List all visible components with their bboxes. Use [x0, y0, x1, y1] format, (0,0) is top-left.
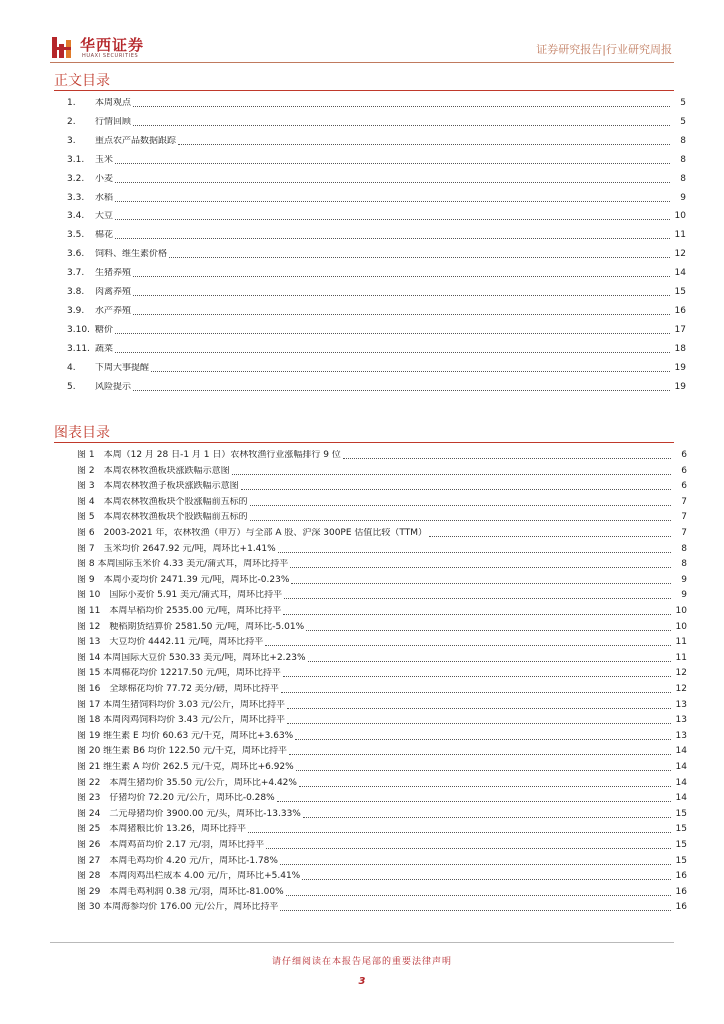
- toc-entry-page: 10: [674, 211, 686, 222]
- toc-entry[interactable]: [67, 304, 686, 317]
- toc-entry[interactable]: [67, 285, 686, 298]
- figure-entry[interactable]: [77, 510, 687, 523]
- toc-entry-number: 2.: [67, 116, 76, 127]
- figure-dot-leader: [280, 863, 671, 865]
- toc-dot-leader: [133, 105, 670, 107]
- figure-entry-label: 图 25 本周猪粮比价 13.26，周环比持平: [77, 824, 246, 835]
- figure-dot-leader: [303, 816, 671, 818]
- toc-entry-number: 3.4.: [67, 211, 85, 222]
- figure-entry-label: 图 21 维生素 A 均价 262.5 元/千克，周环比+6.92%: [77, 762, 294, 772]
- figure-entry-page: 10: [675, 621, 687, 632]
- toc-entry-label: 风险提示: [95, 381, 132, 392]
- toc-entry-label: 棉花: [95, 230, 114, 241]
- figure-dot-leader: [241, 488, 671, 490]
- figure-dot-leader: [265, 644, 671, 646]
- figure-entry[interactable]: [77, 822, 687, 835]
- page-number: 3: [358, 976, 366, 987]
- figure-entry-label: 图 26 本周鸡苗均价 2.17 元/羽，周环比持平: [77, 840, 265, 850]
- figure-dot-leader: [287, 722, 671, 724]
- figure-dot-leader: [283, 675, 671, 677]
- figure-entry-page: 12: [675, 668, 687, 679]
- figure-entry-page: 14: [675, 777, 687, 788]
- toc-entry-page: 9: [680, 192, 686, 203]
- figure-entry-label: 图 28 本周肉鸡出栏成本 4.00 元/斤，周环比+5.41%: [77, 871, 301, 882]
- figure-entry-page: 6: [681, 450, 687, 460]
- figure-entry-page: 16: [675, 902, 687, 913]
- figure-entry[interactable]: [77, 776, 687, 789]
- figure-entry[interactable]: [77, 869, 687, 882]
- toc-entry[interactable]: [67, 172, 686, 185]
- toc-entry-label: 肉禽养殖: [95, 287, 132, 297]
- toc-entry-number: 3.9.: [67, 305, 85, 316]
- figure-entry-page: 15: [675, 808, 687, 819]
- toc-entry-number: 1.: [67, 98, 76, 108]
- toc-dot-leader: [133, 124, 670, 126]
- toc-entry-label: 水产养殖: [95, 305, 132, 316]
- toc-entry[interactable]: [67, 361, 686, 374]
- figure-dot-leader: [277, 800, 671, 802]
- figure-entry-page: 7: [681, 496, 687, 507]
- figure-entry[interactable]: [77, 900, 687, 913]
- toc-entry-page: 17: [674, 324, 686, 335]
- figure-dot-leader: [287, 707, 671, 709]
- figure-entry[interactable]: [77, 604, 687, 617]
- toc-entry-number: 3.1.: [67, 154, 85, 165]
- toc-entry-label: 玉米: [95, 154, 114, 165]
- figure-entry-label: 图 8 本周国际玉米价 4.33 美元/蒲式耳，周环比持平: [77, 559, 289, 570]
- figure-entry-label: 图 20 维生素 B6 均价 122.50 元/千克，周环比持平: [77, 746, 288, 757]
- figure-entry[interactable]: [77, 838, 687, 851]
- toc-entry-number: 3.7.: [67, 268, 85, 279]
- figure-dot-leader: [289, 753, 671, 755]
- figure-entry-label: 图 27 本周毛鸡均价 4.20 元/斤，周环比-1.78%: [77, 855, 278, 866]
- figure-entry[interactable]: [77, 464, 687, 477]
- toc-entry-page: 8: [680, 135, 686, 146]
- toc-entry[interactable]: [67, 96, 686, 109]
- toc-entry-label: 重点农产品数据跟踪: [95, 135, 177, 146]
- figure-entry-label: 图 5 本周农林牧渔板块个股跌幅前五标的: [77, 512, 248, 523]
- figure-entry-page: 11: [675, 652, 687, 663]
- figure-entry[interactable]: [77, 448, 687, 461]
- toc-entry-label: 生猪养殖: [95, 268, 132, 279]
- figure-entry-label: 图 6 2003-2021 年，农林牧渔（申万）与全部 A 股、沪深 300PE 估值比较（TTM）: [77, 528, 427, 538]
- figure-entry-label: 图 19 维生素 E 均价 60.63 元/千克，周环比+3.63%: [77, 730, 294, 741]
- toc-entry-number: 3.6.: [67, 249, 85, 260]
- header-divider: [50, 62, 674, 63]
- figure-entry[interactable]: [77, 854, 687, 867]
- toc-dot-leader: [169, 256, 670, 258]
- figure-entry[interactable]: [77, 666, 687, 679]
- toc-dot-leader: [115, 218, 670, 220]
- figure-entry-label: 图 17 本周生猪饲料均价 3.03 元/公斤，周环比持平: [77, 699, 285, 710]
- figure-dot-leader: [250, 504, 671, 506]
- figure-entry-page: 14: [675, 793, 687, 804]
- toc-entry-number: 3.2.: [67, 173, 85, 184]
- figure-dot-leader: [278, 551, 671, 553]
- toc-entry[interactable]: [67, 153, 686, 166]
- toc-entry-label: 本周观点: [95, 98, 132, 108]
- figure-dot-leader: [299, 785, 671, 787]
- figure-entry-page: 15: [675, 824, 687, 835]
- figure-entry-label: 图 11 本周早稻均价 2535.00 元/吨，周环比持平: [77, 606, 282, 616]
- toc-dot-leader: [133, 313, 670, 315]
- toc-entry-page: 19: [674, 381, 686, 392]
- figure-entry[interactable]: [77, 588, 687, 601]
- toc-entry-page: 12: [674, 249, 686, 260]
- toc-entry-label: 下周大事提醒: [95, 362, 150, 373]
- figure-entry-label: 图 22 本周生猪均价 35.50 元/公斤，周环比+4.42%: [77, 777, 297, 788]
- figure-entry-label: 图 2 本周农林牧渔板块涨跌幅示意图: [77, 465, 230, 476]
- toc-title: 正文目录: [54, 73, 110, 89]
- figure-entry-page: 13: [675, 699, 687, 710]
- figure-entry[interactable]: [77, 682, 687, 695]
- toc-dot-leader: [151, 370, 670, 372]
- figure-dot-leader: [248, 831, 671, 833]
- toc-entry[interactable]: [67, 191, 686, 204]
- figure-entry-label: 图 15 本周棉花均价 12217.50 元/吨，周环比持平: [77, 668, 281, 679]
- report-type: 证券研究报告|行业研究周报: [536, 43, 672, 56]
- figure-entry-label: 图 9 本周小麦均价 2471.39 元/吨，周环比-0.23%: [77, 574, 290, 585]
- figure-dot-leader: [281, 691, 671, 693]
- figure-entry-page: 13: [675, 715, 687, 726]
- toc-entry-page: 19: [674, 362, 686, 373]
- figure-entry-page: 13: [675, 730, 687, 741]
- figures-divider: [54, 442, 674, 443]
- toc-entry-number: 3.10.: [67, 324, 90, 335]
- toc-entry-label: 水稻: [95, 192, 114, 203]
- page-header: [0, 0, 724, 68]
- figure-entry[interactable]: [77, 744, 687, 757]
- toc-entry-number: 3.3.: [67, 192, 85, 203]
- figure-entry[interactable]: [77, 713, 687, 726]
- figure-entry[interactable]: [77, 635, 687, 648]
- figure-entry[interactable]: [77, 807, 687, 820]
- figure-entry-label: 图 14 本周国际大豆价 530.33 美元/吨，周环比+2.23%: [77, 652, 306, 663]
- logo-chinese-name: 华西证券: [80, 36, 145, 54]
- figure-entry[interactable]: [77, 760, 687, 773]
- figure-entry-label: 图 24 二元母猪均价 3900.00 元/头，周环比-13.33%: [77, 808, 301, 819]
- figure-entry-label: 图 30 本周海参均价 176.00 元/公斤，周环比持平: [77, 902, 279, 913]
- figure-dot-leader: [232, 473, 671, 475]
- toc-dot-leader: [115, 162, 670, 164]
- toc-entry-number: 3.8.: [67, 287, 85, 297]
- toc-entry-page: 8: [680, 173, 686, 184]
- figure-entry-label: 图 13 大豆均价 4442.11 元/吨，周环比持平: [77, 637, 264, 648]
- toc-divider: [54, 90, 674, 91]
- figure-entry[interactable]: [77, 526, 687, 539]
- toc-entry-number: 3.: [67, 135, 76, 146]
- toc-dot-leader: [133, 389, 670, 391]
- figure-entry-page: 15: [675, 840, 687, 850]
- figure-dot-leader: [296, 769, 671, 771]
- toc-entry-label: 蔬菜: [95, 343, 114, 354]
- figure-entry[interactable]: [77, 557, 687, 570]
- figure-dot-leader: [283, 613, 671, 615]
- figure-entry-label: 图 4 本周农林牧渔板块个股涨幅前五标的: [77, 496, 248, 507]
- toc-entry[interactable]: [67, 134, 686, 147]
- figure-entry[interactable]: [77, 620, 687, 633]
- figure-entry-page: 9: [681, 590, 687, 601]
- toc-entry[interactable]: [67, 209, 686, 222]
- figure-dot-leader: [302, 878, 671, 880]
- figure-entry[interactable]: [77, 698, 687, 711]
- figure-entry-page: 8: [681, 543, 687, 554]
- figure-entry[interactable]: [77, 542, 687, 555]
- figure-entry-page: 14: [675, 746, 687, 757]
- figure-entry[interactable]: [77, 729, 687, 742]
- figure-dot-leader: [308, 660, 671, 662]
- figure-entry[interactable]: [77, 495, 687, 508]
- toc-entry-label: 行情回顾: [95, 116, 132, 127]
- toc-entry-page: 5: [680, 116, 686, 127]
- toc-entry-number: 5.: [67, 381, 76, 392]
- figure-entry-page: 6: [681, 481, 687, 492]
- figure-entry-label: 图 10 国际小麦价 5.91 美元/蒲式耳，周环比持平: [77, 590, 283, 601]
- figure-dot-leader: [250, 519, 671, 521]
- figure-entry[interactable]: [77, 651, 687, 664]
- figure-dot-leader: [429, 535, 671, 537]
- figure-dot-leader: [343, 457, 671, 459]
- figure-entry-page: 6: [681, 465, 687, 476]
- figure-entry-label: 图 16 全球棉花均价 77.72 美分/磅，周环比持平: [77, 684, 279, 694]
- figure-entry-page: 16: [675, 871, 687, 882]
- figure-entry[interactable]: [77, 885, 687, 898]
- footer-divider: [50, 942, 674, 943]
- company-logo: [50, 34, 180, 64]
- figure-entry-page: 10: [675, 606, 687, 616]
- toc-entry[interactable]: [67, 323, 686, 336]
- huaxi-logo-icon: [50, 34, 74, 60]
- toc-entry-page: 11: [674, 230, 686, 241]
- toc-dot-leader: [133, 294, 670, 296]
- figure-entry-label: 图 23 仔猪均价 72.20 元/公斤，周环比-0.28%: [77, 793, 275, 804]
- figure-entry-label: 图 29 本周毛鸡利润 0.38 元/羽，周环比-81.00%: [77, 886, 284, 897]
- figure-entry-page: 14: [675, 762, 687, 772]
- figure-entry-label: 图 7 玉米均价 2647.92 元/吨，周环比+1.41%: [77, 543, 276, 554]
- figure-entry-page: 7: [681, 512, 687, 523]
- figure-entry-page: 16: [675, 886, 687, 897]
- toc-entry[interactable]: [67, 247, 686, 260]
- figure-entry[interactable]: [77, 573, 687, 586]
- figure-entry-page: 11: [675, 637, 687, 648]
- toc-dot-leader: [133, 275, 670, 277]
- toc-dot-leader: [115, 200, 670, 202]
- toc-dot-leader: [115, 351, 670, 353]
- figure-entry[interactable]: [77, 791, 687, 804]
- toc-entry-page: 15: [674, 287, 686, 297]
- toc-entry[interactable]: [67, 342, 686, 355]
- toc-entry[interactable]: [67, 380, 686, 393]
- toc-entry-label: 饲料、维生素价格: [95, 249, 168, 260]
- toc-entry-page: 14: [674, 268, 686, 279]
- toc-entry-page: 18: [674, 343, 686, 354]
- figure-dot-leader: [291, 582, 671, 584]
- toc-entry-label: 小麦: [95, 173, 114, 184]
- toc-dot-leader: [178, 143, 670, 145]
- figure-entry-label: 图 18 本周肉鸡饲料均价 3.43 元/公斤，周环比持平: [77, 715, 285, 726]
- figure-entry-page: 15: [675, 855, 687, 866]
- figure-dot-leader: [266, 847, 671, 849]
- figure-dot-leader: [280, 909, 671, 911]
- toc-entry-label: 大豆: [95, 211, 114, 222]
- figure-dot-leader: [286, 894, 671, 896]
- toc-entry-number: 4.: [67, 362, 76, 373]
- figures-title: 图表目录: [54, 425, 110, 441]
- toc-entry[interactable]: [67, 228, 686, 241]
- figure-entry-label: 图 12 粳稻期货结算价 2581.50 元/吨，周环比-5.01%: [77, 621, 305, 632]
- legal-disclaimer: 请仔细阅读在本报告尾部的重要法律声明: [271, 957, 452, 967]
- toc-dot-leader: [115, 181, 670, 183]
- figure-entry-label: 图 1 本周（12 月 28 日-1 月 1 日）农林牧渔行业涨幅排行 9 位: [77, 450, 341, 460]
- figure-dot-leader: [295, 738, 671, 740]
- figure-dot-leader: [290, 566, 671, 568]
- toc-entry-page: 5: [680, 98, 686, 108]
- figure-entry[interactable]: [77, 479, 687, 492]
- toc-dot-leader: [115, 332, 670, 334]
- toc-entry-number: 3.5.: [67, 230, 85, 241]
- figure-dot-leader: [306, 629, 671, 631]
- figure-entry-page: 7: [681, 528, 687, 538]
- logo-english-name: HUAXI SECURITIES: [82, 53, 139, 59]
- toc-entry-label: 糖价: [95, 324, 114, 335]
- toc-entry-page: 16: [674, 305, 686, 316]
- figure-entry-page: 8: [681, 559, 687, 570]
- toc-entry-number: 3.11.: [67, 343, 90, 354]
- toc-dot-leader: [115, 237, 670, 239]
- figure-dot-leader: [284, 597, 671, 599]
- figure-entry-page: 9: [681, 574, 687, 585]
- toc-entry[interactable]: [67, 266, 686, 279]
- figure-entry-page: 12: [675, 684, 687, 694]
- figure-entry-label: 图 3 本周农林牧渔子板块涨跌幅示意图: [77, 481, 239, 492]
- toc-entry[interactable]: [67, 115, 686, 128]
- toc-entry-page: 8: [680, 154, 686, 165]
